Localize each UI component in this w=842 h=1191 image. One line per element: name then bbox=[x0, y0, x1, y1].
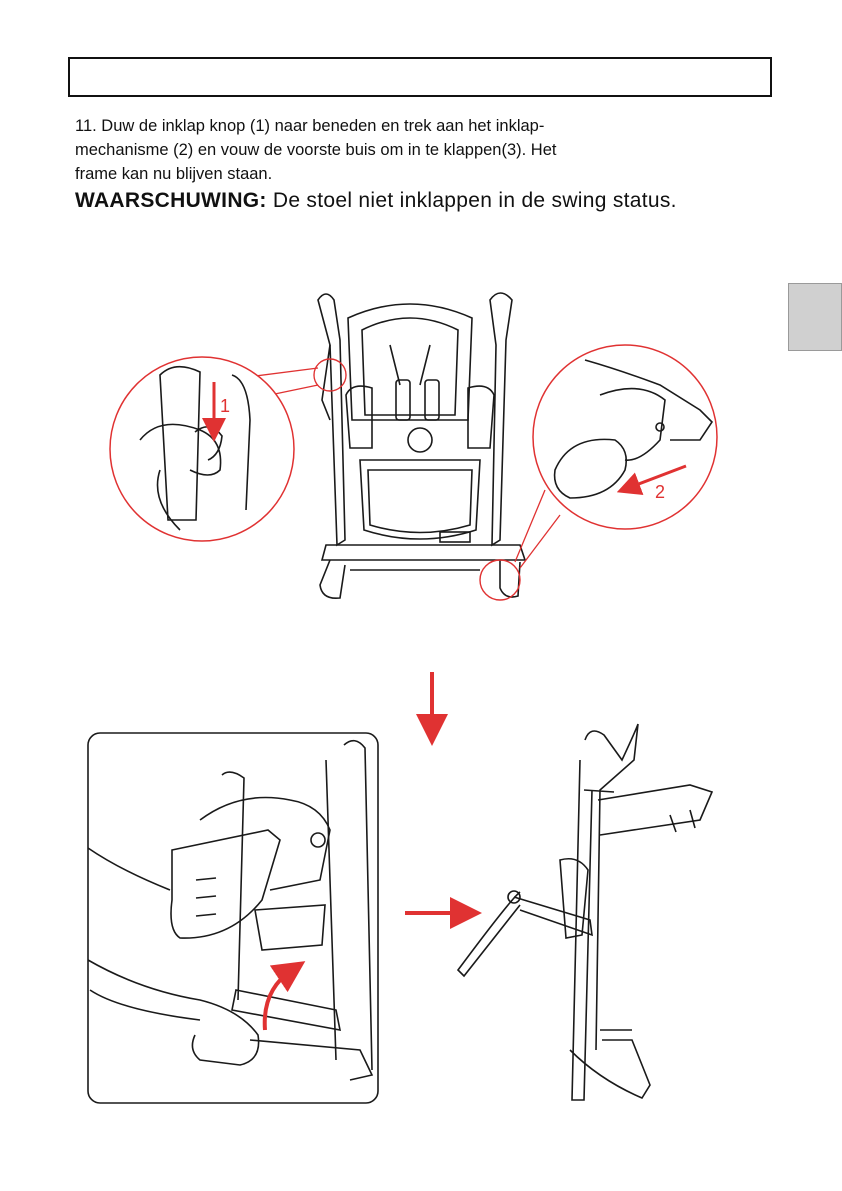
folded-chair-illustration bbox=[458, 724, 712, 1100]
instruction-line-3: frame kan nu blijven staan. bbox=[75, 165, 273, 183]
zoom-detail-mechanism bbox=[533, 345, 717, 529]
callout-label-2: 2 bbox=[655, 482, 666, 502]
warning-body: De stoel niet inklappen in de swing status. bbox=[266, 189, 677, 212]
high-chair-front-illustration bbox=[318, 293, 525, 598]
instruction-line-2: mechanisme (2) en vouw de voorste buis om in te klappen(3). Het bbox=[75, 141, 557, 159]
callout-label-1: 1 bbox=[220, 396, 231, 416]
warning-label: WAARSCHUWING: bbox=[75, 189, 267, 212]
folding-step-illustration bbox=[88, 733, 378, 1103]
instruction-line-1: 11. Duw de inklap knop (1) naar beneden en trek aan het inklap- bbox=[75, 117, 545, 135]
zoom-detail-button bbox=[110, 357, 294, 541]
